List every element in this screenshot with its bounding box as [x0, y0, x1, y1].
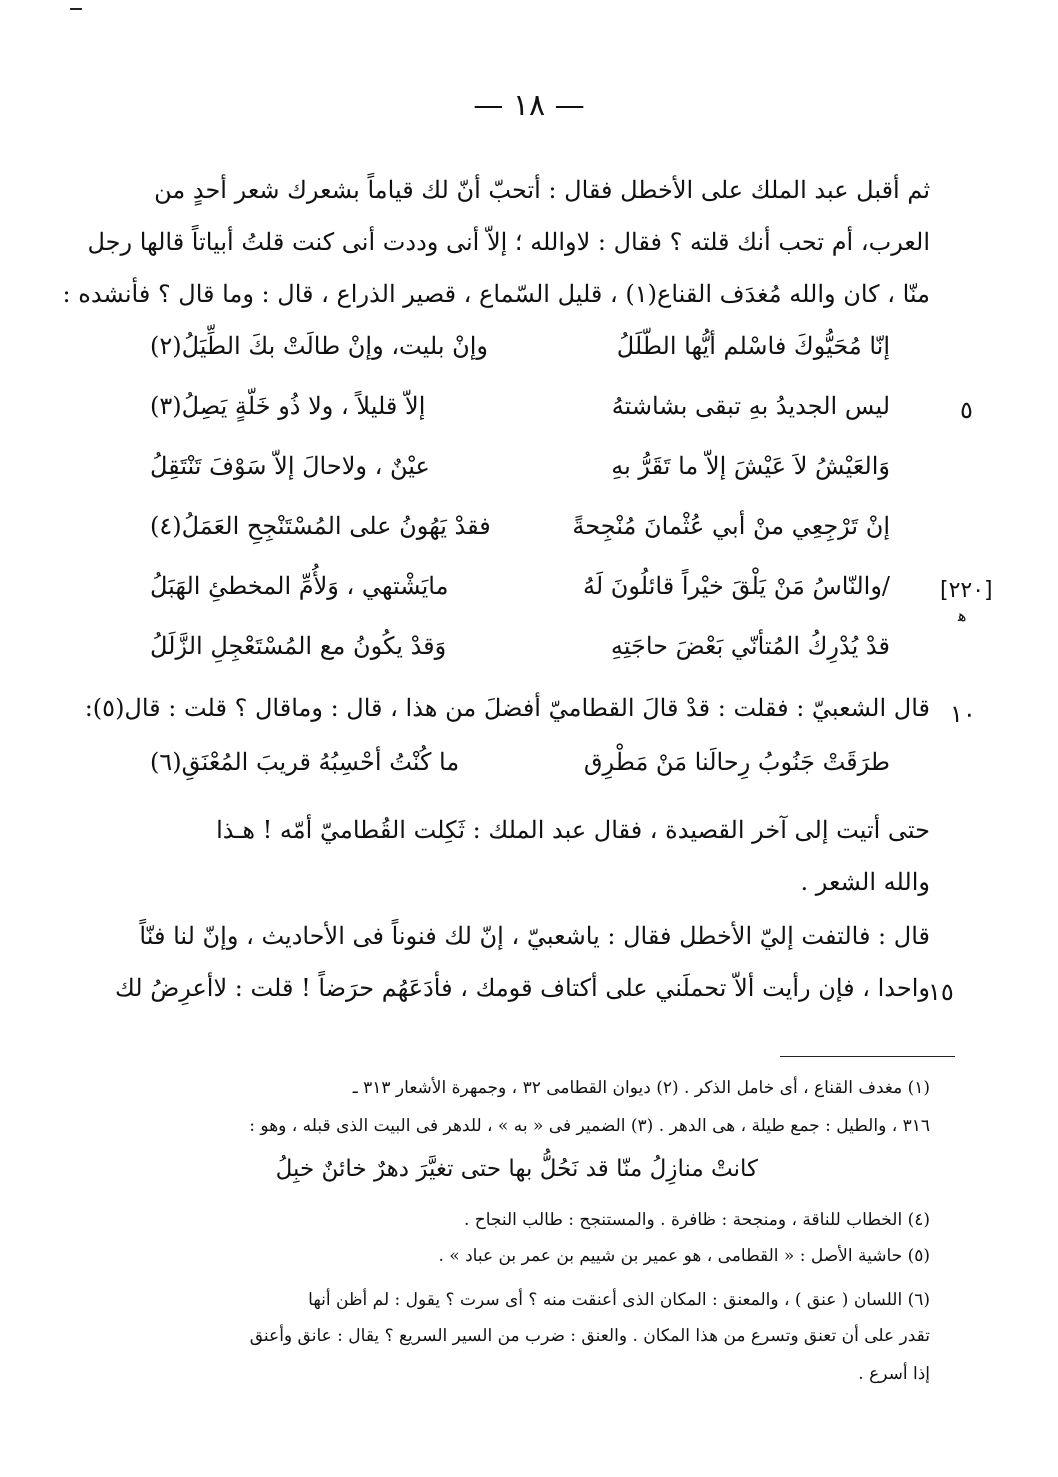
prose-line: والله الشعر .	[800, 868, 930, 896]
line-number: ١٠	[950, 700, 976, 728]
page-number: — ١٨ —	[473, 88, 585, 123]
footnote-line: ٣١٦ ، والطيل : جمع طيلة ، هى الدهر . (٣) الضمير فى « به » ، للدهر فى البيت الذى قبله ، وهو :	[249, 1116, 930, 1136]
verse-first-hemistich: قدْ يُدْرِكُ المُتأنّي بَعْضَ حاجَتِهِ	[610, 632, 890, 660]
verse-second-hemistich: إلاّ قليلاً ، ولا ذُو خَلّةٍ يَصِلُ(٣)	[150, 392, 426, 420]
verse-second-hemistich: فقدْ يَهُونُ على المُسْتَنْجِحِ العَمَلُ(٤)	[150, 512, 491, 540]
page-edge-mark	[70, 8, 82, 10]
line-number: ١٥	[928, 978, 954, 1006]
verse-first-hemistich: طرَقَتْ جَنُوبُ رِحالَنا مَنْ مَطْرِق	[583, 748, 890, 776]
footnote-line: (٥) حاشية الأصل : « القطامى ، هو عمير بن شييم بن عمر بن عباد » .	[438, 1246, 930, 1266]
footnote-line: تقدر على أن تعنق وتسرع من هذا المكان . والعنق : ضرب من السير السريع ؟ يقال : عانق وأعنق	[249, 1326, 930, 1346]
prose-line: ثم أقبل عبد الملك على الأخطل فقال : أتحبّ أنّ لك قياماً بشعرك شعر أحدٍ من	[154, 176, 930, 204]
prose-line: حتى أتيت إلى آخر القصيدة ، فقال عبد الملك : ثَكِلت القُطاميّ أمّه ! هـذا	[216, 816, 930, 844]
verse-second-hemistich: ما كُنْتُ أحْسِبُهُ قريبَ المُعْنَقِ(٦)	[150, 748, 460, 776]
verse-line	[150, 392, 890, 442]
verse-second-hemistich: مايَشْتهي ، وَلأُمِّ المخطئِ الهَبَلُ	[150, 572, 449, 600]
footnote-line: إذا أسرع .	[858, 1364, 930, 1384]
prose-line: قال : فالتفت إليّ الأخطل فقال : ياشعبيّ ، إنّ لك فنوناً فى الأحاديث ، وإنّ لنا فنّاً	[139, 922, 930, 950]
margin-reference: [٢٢٠]	[940, 578, 993, 603]
prose-line: قال الشعبيّ : فقلت : قدْ قالَ القطاميّ أفضلَ من هذا ، قال : وماقال ؟ قلت : قال(٥):	[84, 694, 930, 722]
verse-first-hemistich: ليس الجديدُ بهِ تبقى بشاشتهُ	[611, 392, 890, 420]
prose-line: منّا ، كان والله مُغدَف القناع(١) ، قليل السّماع ، قصير الذراع ، قال : وما قال ؟ فأنشده :	[62, 280, 930, 308]
footnote-line: (٦) اللسان ( عنق ) ، والمعنق : المكان الذى أعنقت منه ؟ أى سرت ؟ يقول : لم أظن أنها	[308, 1290, 930, 1310]
verse-first-hemistich: إنّا مُحَيُّوكَ فاسْلم أيُّها الطّلَلُ	[616, 332, 890, 360]
verse-second-hemistich: وإنْ بليت، وإنْ طالَتْ بكَ الطِّيَلُ(٢)	[150, 332, 489, 360]
verse-line	[150, 748, 890, 798]
verse-second-hemistich: عيْنٌ ، ولاحالَ إلاّ سَوْفَ تَنْتَقِلُ	[150, 452, 430, 480]
prose-line: واحدا ، فإن رأيت ألاّ تحملَني على أكتاف قومك ، فأدَعَهُم حرَضاً ! قلت : لاأعرِضُ لك	[115, 974, 930, 1002]
verse-line	[150, 632, 890, 682]
verse-line	[150, 332, 890, 382]
footnote-line: (١) مغدف القناع ، أى خامل الذكر . (٢) ديوان القطامى ٣٢ ، وجمهرة الأشعار ٣١٣ ـ	[352, 1078, 930, 1098]
footnote-separator	[780, 1056, 955, 1057]
verse-line	[150, 572, 890, 622]
verse-line	[150, 452, 890, 502]
margin-reference-sub: ﻫ	[958, 606, 967, 625]
verse-line	[150, 512, 890, 562]
verse-second-hemistich: وَقدْ يكُونُ مع المُسْتَعْجِلِ الزَّلَلُ	[150, 632, 447, 660]
verse-first-hemistich: وَالعَيْشُ لاَ عَيْشَ إلاّ ما تَقَرُّ بهِ	[611, 452, 890, 480]
prose-line: العرب، أم تحب أنك قلته ؟ فقال : لاوالله ؛ إلاّ أنى وددت أنى كنت قلتُ أبياتاً قالها رجل	[87, 228, 930, 256]
footnote-verse: كانتْ منازِلُ منّا قد نَحُلُّ بها حتى تغيَّرَ دهرٌ خائنٌ خبِلُ	[275, 1156, 758, 1182]
verse-first-hemistich: /والنّاسُ مَنْ يَلْقَ خيْراً قائلُونَ لَهُ	[582, 572, 890, 600]
footnote-line: (٤) الخطاب للناقة ، ومنجحة : ظافرة . والمستنجح : طالب النجاح .	[463, 1210, 930, 1230]
verse-first-hemistich: إنْ تَرْجِعِي منْ أبي عُثْمانَ مُنْجِحةً	[572, 512, 890, 540]
line-number: ٥	[960, 396, 973, 424]
